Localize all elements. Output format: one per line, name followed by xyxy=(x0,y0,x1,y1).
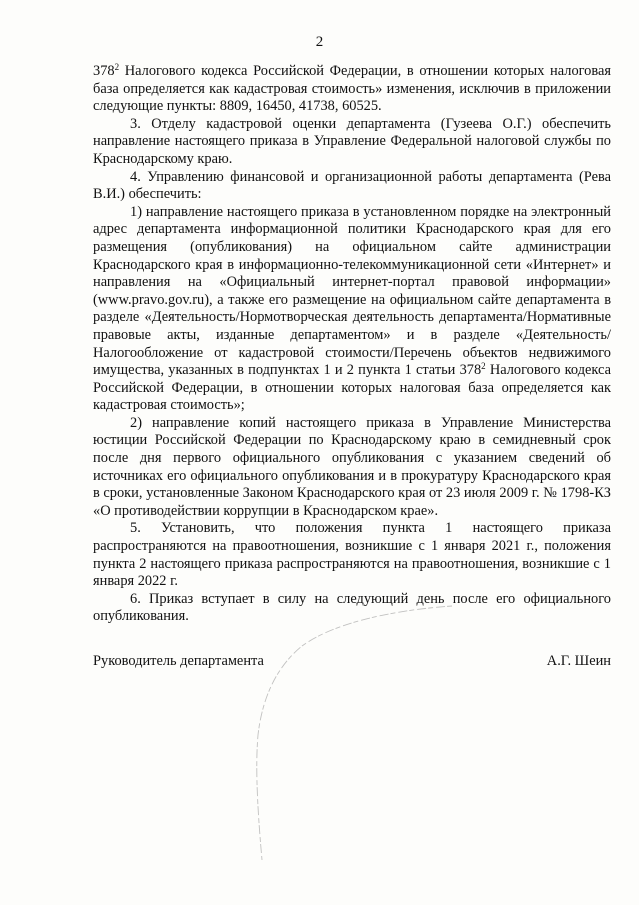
paragraph-item-5: 5. Установить, что положения пункта 1 настоящего приказа распространяются на правоотношения, возникшие с 1 января 2021 г., положения пункта 2 настоящего приказа распространяются на правоотношения, возникшие с 1 января 2022 г. xyxy=(93,520,611,590)
paragraph-intro xyxy=(93,63,611,116)
document-body xyxy=(93,63,611,626)
article-superscript: 2 xyxy=(114,62,120,72)
article-number: 378 xyxy=(459,362,482,379)
item-4-1-text: 1) направление настоящего приказа в установленном порядке на электронный адрес департамента информационной политики Краснодарского края для его размещения (опубликования) на официальном сайте администрации Краснодарского края в информационно-телекоммуникационной сети «Интернет» и направления на «Официальный интернет-портал правовой информации» (www.pravo.gov.ru), а также его размещение на официальном сайте департамента в разделе «Деятельность/Нормотворческая деятельность департамента/Нормативные правовые акты, изданные департаментом» и в разделе «Деятельность/Налогообложение от кадастровой стоимости/Перечень объектов недвижимого имущества, указанных в подпунктах 1 и 2 пункта 1 статьи xyxy=(93,203,611,379)
signature-block xyxy=(93,652,611,670)
signatory-name: А.Г. Шеин xyxy=(546,653,611,669)
paragraph-item-4-1 xyxy=(93,204,611,415)
paragraph-item-3: 3. Отделу кадастровой оценки департамента (Гузеева О.Г.) обеспечить направление настоящего приказа в Управление Федеральной налоговой службы по Краснодарскому краю. xyxy=(93,115,611,167)
intro-text: Налогового кодекса Российской Федерации, в отношении которых налоговая база определяется как кадастровая стоимость» изменения, исключив в приложении следующие пункты: 8809, 16450, 41738, 60525. xyxy=(93,63,611,115)
article-number: 378 xyxy=(93,63,115,79)
item-4-1-text-end: Налогового кодекса Российской Федерации, в отношении которых налоговая база определяется как кадастровая стоимость»; xyxy=(93,362,611,414)
paragraph-item-6: 6. Приказ вступает в силу на следующий день после его официального опубликования. xyxy=(93,590,611,625)
paragraph-item-4: 4. Управлению финансовой и организационной работы департамента (Рева В.И.) обеспечить: xyxy=(93,168,611,203)
page-number: 2 xyxy=(315,34,324,50)
paragraph-item-4-2: 2) направление копий настоящего приказа в Управление Министерства юстиции Российской Федерации по Краснодарскому краю в семидневный срок после дня первого официального опубликования с указанием сведений об источниках его официального опубликования и в прокуратуру Краснодарского края в сроки, установленные Законом Краснодарского края от 23 июля 2009 г. № 1798-КЗ «О противодействии коррупции в Краснодарском крае». xyxy=(93,414,611,519)
signatory-position: Руководитель департамента xyxy=(93,653,264,669)
article-superscript: 2 xyxy=(481,361,486,372)
